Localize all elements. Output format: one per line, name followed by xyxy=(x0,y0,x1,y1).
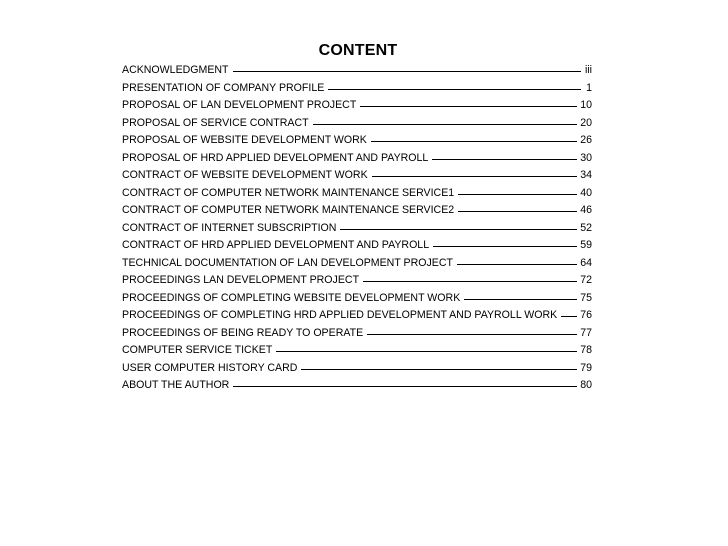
toc-entry-label: CONTRACT OF INTERNET SUBSCRIPTION xyxy=(122,221,337,234)
toc-entry-page: iii xyxy=(584,64,592,76)
toc-entry xyxy=(122,115,592,133)
toc-entry-label: CONTRACT OF COMPUTER NETWORK MAINTENANCE SERVICE2 xyxy=(122,204,455,216)
toc-entry-page: 78 xyxy=(580,344,592,356)
toc-leader-line xyxy=(372,176,578,177)
toc-entry xyxy=(122,150,592,168)
toc-leader-line xyxy=(371,141,577,142)
toc-entry-label: PROCEEDINGS LAN DEVELOPMENT PROJECT xyxy=(122,274,360,286)
toc-leader-line xyxy=(561,316,577,317)
toc-entry xyxy=(122,377,592,395)
toc-entry xyxy=(122,62,592,80)
toc-leader-line xyxy=(328,89,581,90)
toc-entry-label: PROPOSAL OF WEBSITE DEVELOPMENT WORK xyxy=(122,134,367,146)
toc-entry-label: PROPOSAL OF SERVICE CONTRACT xyxy=(122,116,309,129)
toc-entry-label: TECHNICAL DOCUMENTATION OF LAN DEVELOPMENT PROJECT xyxy=(122,256,453,269)
toc-entry-label: PROPOSAL OF HRD APPLIED DEVELOPMENT AND PAYROLL xyxy=(122,151,429,164)
toc-entry-page: 40 xyxy=(580,186,592,199)
toc-leader-line xyxy=(233,71,581,72)
toc-leader-line xyxy=(233,386,577,387)
toc-entry xyxy=(122,360,592,378)
toc-entry xyxy=(122,237,592,255)
toc-entry-page: 46 xyxy=(580,204,592,216)
toc-entry xyxy=(122,167,592,185)
toc-entry xyxy=(122,272,592,290)
toc-entry-label: CONTRACT OF HRD APPLIED DEVELOPMENT AND PAYROLL xyxy=(122,239,430,251)
toc-entry xyxy=(122,132,592,150)
toc-entry-page: 80 xyxy=(580,379,592,391)
toc-entry xyxy=(122,290,592,308)
toc-entry-label: CONTRACT OF COMPUTER NETWORK MAINTENANCE SERVICE1 xyxy=(122,186,455,199)
toc-entry-page: 10 xyxy=(580,99,592,111)
toc-entry-label: PROCEEDINGS OF BEING READY TO OPERATE xyxy=(122,326,364,339)
toc-entry-label: COMPUTER SERVICE TICKET xyxy=(122,344,273,356)
toc-leader-line xyxy=(458,211,577,212)
toc-entry-page: 64 xyxy=(580,256,592,269)
toc-entry-page: 1 xyxy=(586,81,592,94)
toc-entry-label: PROCEEDINGS OF COMPLETING WEBSITE DEVELOPMENT WORK xyxy=(122,291,461,304)
toc-entry-page: 79 xyxy=(580,361,592,374)
toc-entry xyxy=(122,255,592,273)
toc-entry-page: 76 xyxy=(580,309,592,321)
toc-leader-line xyxy=(367,334,577,335)
toc-entry-label: PROPOSAL OF LAN DEVELOPMENT PROJECT xyxy=(122,99,357,111)
toc-entry-page: 26 xyxy=(580,134,592,146)
toc-leader-line xyxy=(464,299,577,300)
toc-entry xyxy=(122,307,592,325)
toc-leader-line xyxy=(340,229,577,230)
toc-leader-line xyxy=(457,264,577,265)
toc-leader-line xyxy=(458,194,577,195)
page-title: CONTENT xyxy=(318,42,398,59)
toc-entry-label: USER COMPUTER HISTORY CARD xyxy=(122,361,298,374)
toc-leader-line xyxy=(433,246,577,247)
toc-leader-line xyxy=(360,106,577,107)
toc-entry xyxy=(122,185,592,203)
toc-entry-page: 77 xyxy=(580,326,592,339)
toc-entry xyxy=(122,202,592,220)
toc-entry-page: 72 xyxy=(580,274,592,286)
toc-entry-page: 34 xyxy=(580,169,592,181)
table-of-contents xyxy=(122,62,592,395)
toc-entry-page: 30 xyxy=(580,151,592,164)
toc-entry-page: 59 xyxy=(580,239,592,251)
toc-entry xyxy=(122,220,592,238)
toc-entry-label: PROCEEDINGS OF COMPLETING HRD APPLIED DEVELOPMENT AND PAYROLL WORK xyxy=(122,309,558,321)
toc-entry xyxy=(122,342,592,360)
toc-entry xyxy=(122,325,592,343)
toc-leader-line xyxy=(276,351,577,352)
toc-leader-line xyxy=(313,124,578,125)
toc-leader-line xyxy=(301,369,577,370)
toc-entry-page: 20 xyxy=(580,116,592,129)
toc-entry xyxy=(122,97,592,115)
toc-leader-line xyxy=(432,159,577,160)
toc-entry-page: 75 xyxy=(580,291,592,304)
toc-entry xyxy=(122,80,592,98)
toc-entry-label: ACKNOWLEDGMENT xyxy=(122,64,229,76)
toc-leader-line xyxy=(363,281,577,282)
toc-entry-label: ABOUT THE AUTHOR xyxy=(122,379,230,391)
toc-entry-page: 52 xyxy=(580,221,592,234)
toc-entry-label: PRESENTATION OF COMPANY PROFILE xyxy=(122,81,325,94)
toc-entry-label: CONTRACT OF WEBSITE DEVELOPMENT WORK xyxy=(122,169,368,181)
